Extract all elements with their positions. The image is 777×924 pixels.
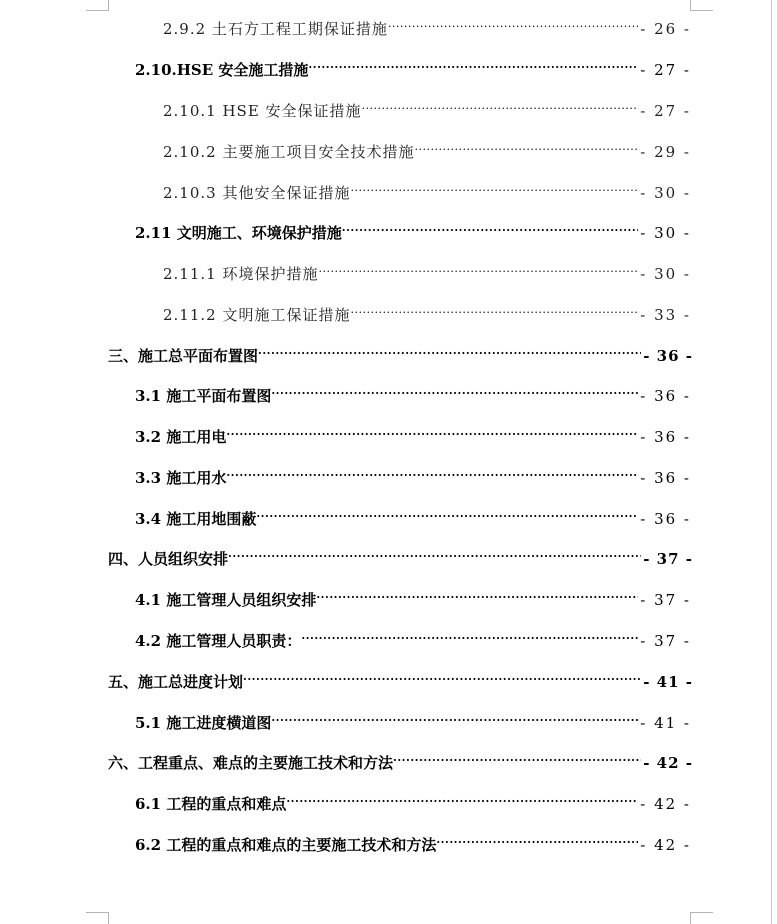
toc-entry-page: - 42 - [640, 795, 691, 813]
toc-entry[interactable] [135, 500, 691, 528]
toc-entry[interactable] [108, 663, 693, 691]
toc-entry[interactable] [163, 92, 691, 120]
toc-entry[interactable] [135, 622, 691, 650]
toc-entry-title: 2.9.2 土石方工程工期保证措施 [163, 20, 388, 38]
toc-entry-page: - 36 - [640, 387, 691, 405]
toc-dot-leader [258, 337, 641, 361]
toc-dot-leader [350, 296, 638, 320]
toc-dot-leader [436, 826, 638, 850]
toc-entry-page: - 41 - [643, 673, 693, 691]
toc-entry[interactable] [163, 10, 691, 38]
crop-mark-bottom-left [86, 912, 109, 924]
toc-entry-title: 2.11.1 环境保护措施 [163, 265, 319, 283]
toc-entry-page: - 36 - [640, 428, 691, 446]
toc-entry-title: 4.2 施工管理人员职责： [135, 632, 302, 650]
toc-entry-page: - 37 - [640, 632, 691, 650]
toc-entry[interactable] [135, 785, 691, 813]
toc-entry[interactable] [163, 255, 691, 283]
toc-dot-leader [226, 418, 638, 442]
toc-entry-title: 3.4 施工用地围蔽 [135, 510, 257, 528]
toc-entry-page: - 30 - [640, 184, 691, 202]
toc-entry-title: 3.2 施工用电 [135, 428, 227, 446]
crop-mark-top-right [690, 0, 713, 11]
toc-entry-page: - 36 - [640, 469, 691, 487]
toc-dot-leader [350, 174, 638, 198]
toc-entry-page: - 37 - [640, 591, 691, 609]
toc-dot-leader [308, 51, 638, 75]
toc-dot-leader [271, 704, 638, 728]
toc-entry-title: 6.2 工程的重点和难点的主要施工技术和方法 [135, 836, 437, 854]
toc-entry-page: - 37 - [643, 550, 693, 568]
toc-entry-title: 2.10.3 其他安全保证措施 [163, 184, 351, 202]
toc-entry-title: 三、施工总平面布置图 [108, 347, 259, 365]
toc-entry-page: - 30 - [640, 224, 691, 242]
toc-entry-page: - 27 - [640, 102, 691, 120]
toc-dot-leader [243, 663, 641, 687]
toc-entry-title: 四、人员组织安排 [108, 550, 229, 568]
toc-entry-page: - 27 - [640, 61, 691, 79]
toc-dot-leader [226, 459, 638, 483]
toc-dot-leader [414, 133, 638, 157]
toc-dot-leader [301, 622, 638, 646]
toc-entry-page: - 33 - [640, 306, 691, 324]
toc-dot-leader [271, 377, 638, 401]
toc-entry-title: 2.11.2 文明施工保证措施 [163, 306, 351, 324]
toc-entry-page: - 30 - [640, 265, 691, 283]
toc-entry-page: - 29 - [640, 143, 691, 161]
toc-entry-page: - 26 - [640, 20, 691, 38]
toc-entry-page: - 42 - [640, 836, 691, 854]
toc-entry-page: - 41 - [640, 714, 691, 732]
toc-entry-title: 6.1 工程的重点和难点 [135, 795, 287, 813]
toc-entry-title: 2.11 文明施工、环境保护措施 [135, 224, 342, 242]
toc-dot-leader [393, 744, 641, 768]
toc-entry[interactable] [135, 581, 691, 609]
toc-entry[interactable] [163, 133, 691, 161]
toc-entry-page: - 36 - [640, 510, 691, 528]
toc-entry-title: 3.3 施工用水 [135, 469, 227, 487]
toc-dot-leader [318, 255, 638, 279]
toc-dot-leader [342, 214, 638, 238]
toc-entry-title: 2.10.HSE 安全施工措施 [135, 61, 309, 79]
crop-mark-top-left [86, 0, 109, 11]
toc-entry[interactable] [135, 704, 691, 732]
crop-mark-bottom-right [690, 912, 713, 924]
toc-entry-title: 五、施工总进度计划 [108, 673, 244, 691]
toc-dot-leader [388, 10, 638, 34]
toc-entry[interactable] [135, 377, 691, 405]
toc-dot-leader [362, 92, 639, 116]
toc-entry-title: 5.1 施工进度横道图 [135, 714, 272, 732]
toc-entry-page: - 42 - [643, 754, 693, 772]
toc-entry[interactable] [108, 337, 693, 365]
toc-entry[interactable] [135, 826, 691, 854]
toc-entry[interactable] [135, 459, 691, 487]
toc-entry[interactable] [135, 51, 691, 79]
toc-dot-leader [228, 540, 641, 564]
toc-entry-title: 4.1 施工管理人员组织安排 [135, 591, 317, 609]
toc-dot-leader [316, 581, 638, 605]
toc-entry-title: 六、工程重点、难点的主要施工技术和方法 [108, 754, 394, 772]
toc-entry-title: 3.1 施工平面布置图 [135, 387, 272, 405]
toc-dot-leader [286, 785, 638, 809]
toc-entry[interactable] [108, 540, 693, 568]
toc-entry[interactable] [163, 296, 691, 324]
toc-entry[interactable] [135, 214, 691, 242]
toc-entry-page: - 36 - [643, 347, 693, 365]
toc-entry[interactable] [135, 418, 691, 446]
toc-entry[interactable] [108, 744, 693, 772]
toc-entry[interactable] [163, 174, 691, 202]
toc-dot-leader [256, 500, 638, 524]
toc-entry-title: 2.10.1 HSE 安全保证措施 [163, 102, 362, 120]
toc-entry-title: 2.10.2 主要施工项目安全技术措施 [163, 143, 415, 161]
